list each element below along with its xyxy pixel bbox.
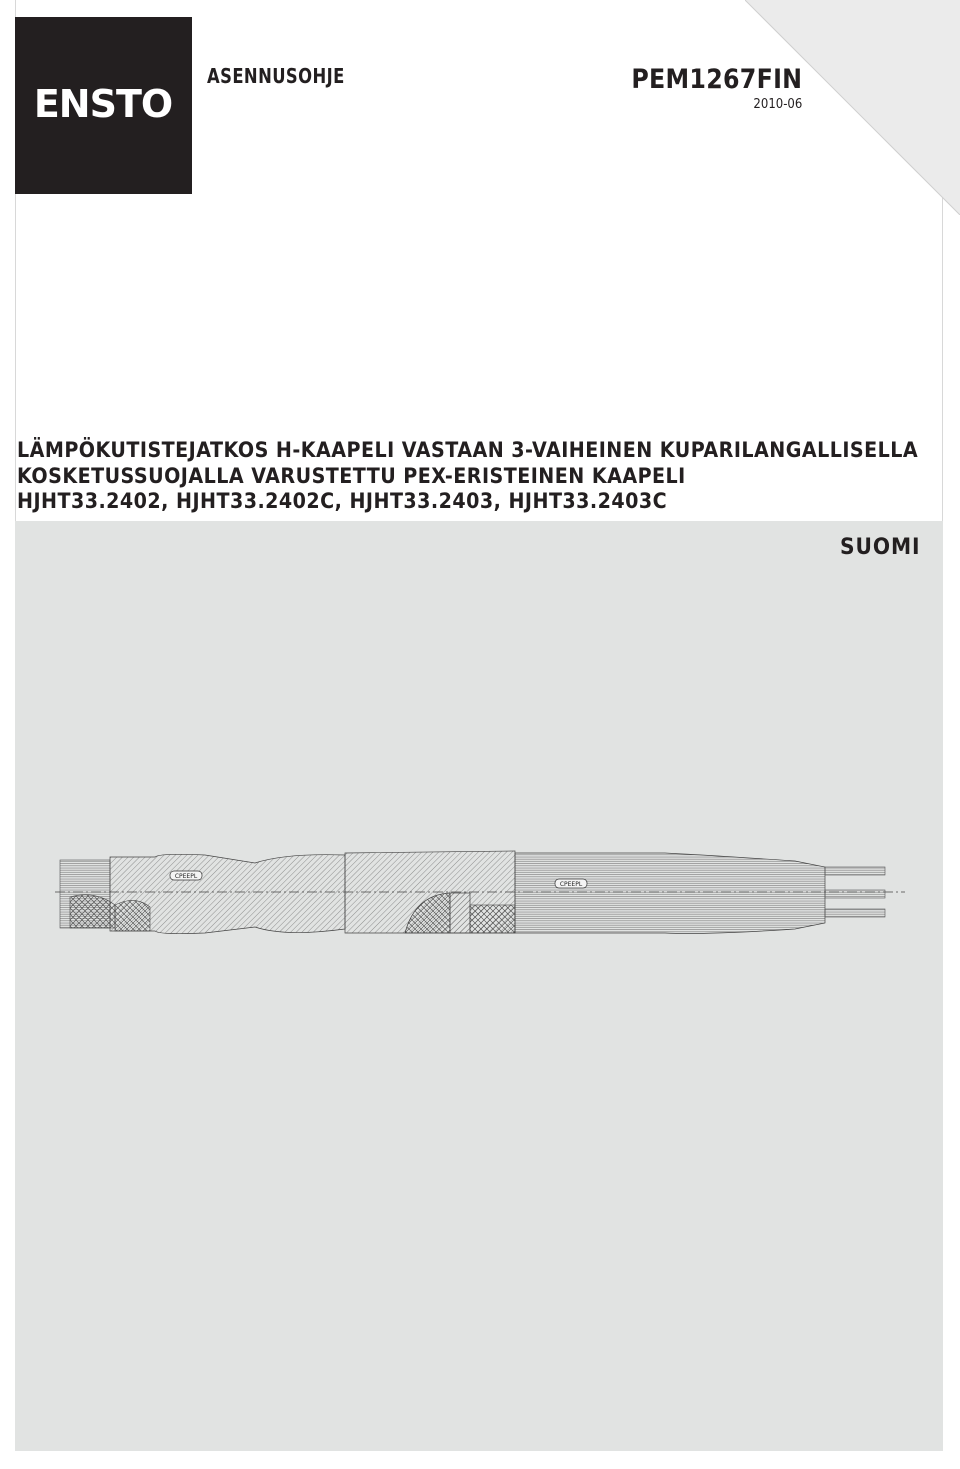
svg-text:ENSTO: ENSTO: [33, 82, 173, 126]
cable-right-3: [825, 909, 885, 917]
document-title: [17, 438, 937, 515]
document-code: PEM1267FIN: [630, 64, 802, 95]
title-line-3: HJHT33.2402, HJHT33.2402C, HJHT33.2403, HJHT33.2403C: [17, 489, 668, 513]
joint-connector-mesh: [470, 905, 515, 933]
ensto-logo: [15, 17, 192, 194]
document-type: ASENNUSOHJE: [207, 64, 345, 88]
label-text-right: CPEEPL: [559, 881, 583, 888]
title-line-1: LÄMPÖKUTISTEJATKOS H-KAAPELI VASTAAN 3-VAIHEINEN KUPARILANGALLISELLA: [17, 438, 919, 462]
cable-joint-drawing: [55, 845, 905, 945]
cable-right-2: [825, 890, 885, 898]
illustration-panel: [15, 521, 943, 1451]
label-text-left: CPEEPL: [174, 873, 198, 880]
sleeve-left-core: [115, 900, 150, 931]
sleeve-right: [515, 853, 825, 934]
ensto-logo-wordmark: [15, 17, 192, 194]
title-line-2: KOSKETUSSUOJALLA VARUSTETTU PEX-ERISTEINEN KAAPELI: [17, 463, 686, 488]
language-label: SUOMI: [839, 535, 920, 560]
joint-connector: [450, 893, 470, 933]
document-date: 2010-06: [753, 97, 802, 112]
cable-right-1: [825, 867, 885, 875]
